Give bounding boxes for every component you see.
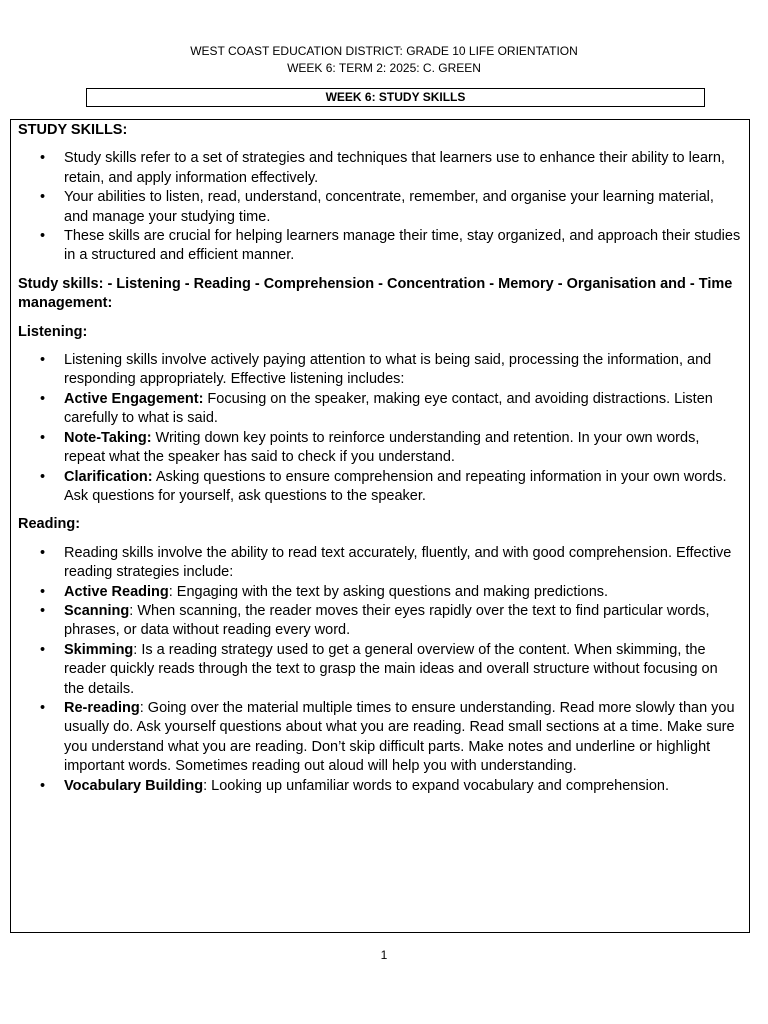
listening-heading: Listening:: [18, 323, 88, 340]
list-item: [64, 699, 741, 777]
term-label: Vocabulary Building: [64, 777, 204, 794]
header-line-district: WEST COAST EDUCATION DISTRICT: GRADE 10 LIFE ORIENTATION: [190, 44, 578, 58]
term-description: Asking questions to ensure comprehension and repeating information in your own words. Ask questions for yourself, ask questions to the speaker.: [64, 468, 727, 504]
list-item: • Your abilities to listen, read, understand, concentrate, remember, and organise your learning material, and manage your studying time.: [64, 188, 741, 227]
list-item: [64, 583, 741, 602]
term-label: Skimming: [64, 641, 134, 658]
list-item: [64, 468, 741, 507]
term-description: Writing down key points to reinforce understanding and retention. In your own words, repeat what the speaker has said to check if you understand.: [64, 429, 700, 466]
list-item: • These skills are crucial for helping learners manage their time, stay organized, and approach their studies in a structured and efficient manner.: [64, 227, 741, 266]
term-label: Scanning: [64, 602, 130, 619]
term-label: Active Reading: [64, 583, 169, 600]
list-item: • Study skills refer to a set of strategies and techniques that learners use to enhance their ability to learn, retain, and apply information effectively.: [64, 149, 741, 188]
study-skills-list: [18, 149, 741, 265]
listening-list: [18, 351, 741, 506]
reading-heading: Reading:: [18, 516, 81, 533]
list-item: • Reading skills involve the ability to read text accurately, fluently, and with good comprehension. Effective reading strategies include:: [64, 544, 741, 583]
study-skills-heading: STUDY SKILLS:: [18, 122, 128, 138]
list-item: [64, 429, 741, 468]
list-item: [64, 777, 741, 796]
list-item: [64, 390, 741, 429]
content-box: [10, 119, 750, 933]
term-description: : Looking up unfamiliar words to expand vocabulary and comprehension.: [203, 777, 669, 794]
skills-list-heading: Study skills: - Listening - Reading - Comprehension - Concentration - Memory - Organisation and - Time management:: [18, 275, 733, 312]
term-label: Note-Taking:: [64, 429, 152, 446]
term-description: : Engaging with the text by asking questions and making predictions.: [168, 583, 609, 600]
term-description: Focusing on the speaker, making eye contact, and avoiding distractions. Listen carefully to what is said.: [64, 390, 713, 427]
header-line-week: WEEK 6: TERM 2: 2025: C. GREEN: [287, 61, 481, 75]
page-number: 1: [380, 948, 388, 962]
term-label: Clarification:: [64, 468, 153, 485]
term-description: : Going over the material multiple times to ensure understanding. Read more slowly than you usually do. Ask yourself questions about what you are reading. Read small sections at a time. Make sure you understand what you are reading. Don’t skip difficult parts. Make notes and underline or highlight important words. Sometimes reading out aloud will help you with understanding.: [64, 699, 735, 775]
document-title: WEEK 6: STUDY SKILLS: [86, 88, 705, 107]
page-header: [0, 43, 768, 77]
term-label: Re-reading: [64, 699, 140, 716]
reading-list: [18, 544, 741, 796]
list-item: [64, 602, 741, 641]
term-description: : When scanning, the reader moves their eyes rapidly over the text to find particular words, phrases, or data without reading every word.: [64, 602, 710, 639]
list-item: [64, 641, 741, 699]
list-item: • Listening skills involve actively paying attention to what is being said, processing the information, and responding appropriately. Effective listening includes:: [64, 351, 741, 390]
term-description: : Is a reading strategy used to get a general overview of the content. When skimming, the reader quickly reads through the text to grasp the main ideas and overall structure without focusing on the details.: [64, 641, 718, 697]
term-label: Active Engagement:: [64, 390, 204, 407]
